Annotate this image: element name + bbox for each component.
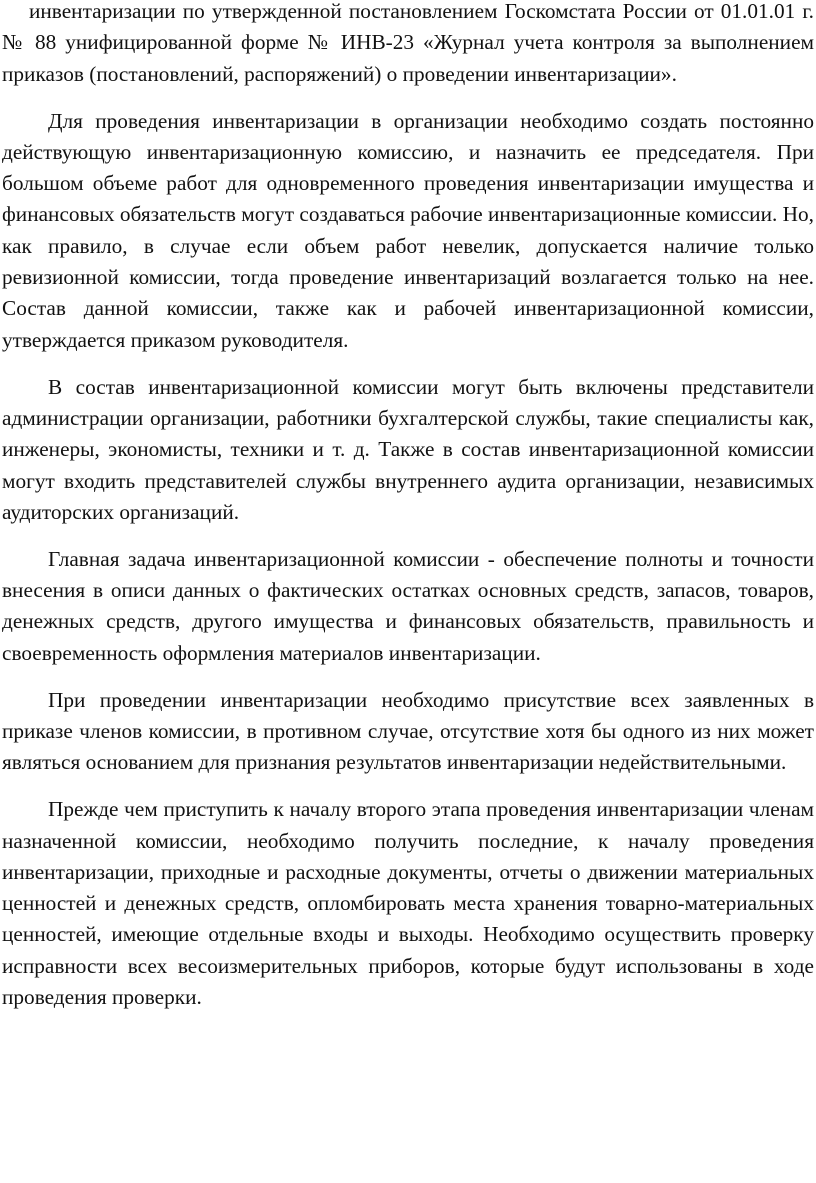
paragraph-5: При проведении инвентаризации необходимо присутствие всех заявленных в приказе членов комиссии, в противном случае, отсутствие хотя бы одного из них может являться основанием для признания результатов инвентаризации недействительными.	[2, 687, 814, 775]
paragraph-6: Прежде чем приступить к началу второго этапа проведения инвентаризации членам назначенной комиссии, необходимо получить последние, к началу проведения инвентаризации, приходные и расходные документы, отчеты о движении материальных ценностей и денежных средств, опломбировать места хранения товарно-материальных ценностей, имеющие отдельные входы и выходы. Необходимо осуществить проверку исправности всех весоизмерительных приборов, которые будут использованы в ходе проведения проверки.	[2, 797, 814, 1010]
paragraph-4: Главная задача инвентаризационной комиссии - обеспечение полноты и точности внесения в описи данных о фактических остатках основных средств, запасов, товаров, денежных средств, другого имущества и финансовых обязательств, правильность и своевременность оформления материалов инвентаризации.	[2, 546, 814, 665]
paragraph-1: инвентаризации по утвержденной постановлением Госкомстата России от 01.01.01 г. № 88 унифицированной форме № ИНВ-23 «Журнал учета контроля за выполнением приказов (постановлений, распоряжений) о проведении инвентаризации».	[2, 0, 814, 86]
paragraph-3: В состав инвентаризационной комиссии могут быть включены представители администрации организации, работники бухгалтерской службы, такие специалисты как, инженеры, экономисты, техники и т. д. Также в состав инвентаризационной комиссии могут входить представителей службы внутреннего аудита организации, независимых аудиторских организаций.	[2, 374, 814, 524]
paragraph-2: Для проведения инвентаризации в организации необходимо создать постоянно действующую инвентаризационную комиссию, и назначить ее председателя. При большом объеме работ для одновременного проведения инвентаризации имущества и финансовых обязательств могут создаваться рабочие инвентаризационные комиссии. Но, как правило, в случае если объем работ невелик, допускается наличие только ревизионной комиссии, тогда проведение инвентаризаций возлагается только на нее. Состав данной комиссии, также как и рабочей инвентаризационной комиссии, утверждается приказом руководителя.	[2, 108, 814, 352]
